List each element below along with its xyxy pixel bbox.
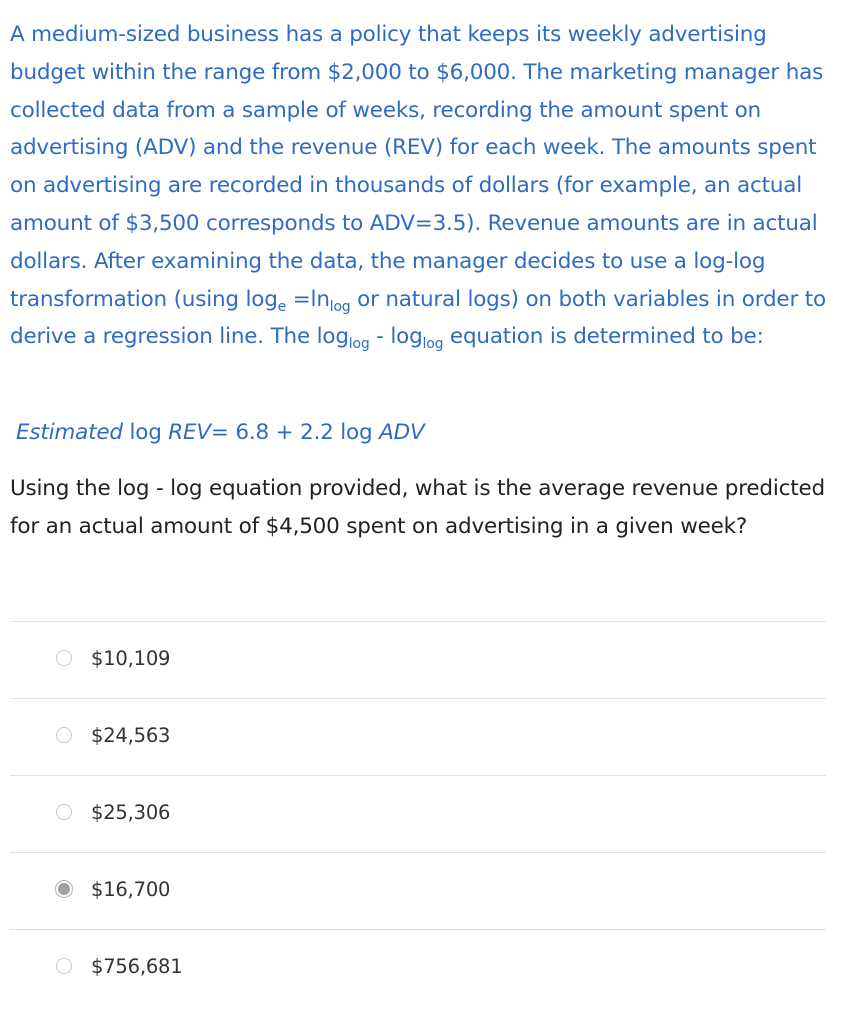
answer-option[interactable] [10, 929, 826, 1006]
answer-option-label: $756,681 [91, 955, 183, 978]
context-text-4: - log [369, 324, 423, 350]
answer-option[interactable] [10, 775, 826, 852]
context-text-5: equation is determined to be: [443, 324, 764, 350]
radio-button[interactable] [56, 727, 72, 743]
question-context [10, 16, 830, 356]
answer-option-label: $24,563 [91, 724, 171, 747]
subscript-log-2: log [348, 336, 370, 353]
context-text-2: =ln [286, 286, 330, 312]
context-text-3: or natural logs) on both variables in order to derive a regression line. The log [10, 286, 826, 350]
regression-equation [16, 414, 424, 451]
subscript-log-3: log [422, 336, 444, 353]
answer-option[interactable] [10, 621, 826, 698]
equation-estimated: Estimated [16, 420, 123, 445]
answer-option-label: $25,306 [91, 801, 171, 824]
equation-rev: REV [168, 420, 211, 445]
radio-button[interactable] [56, 804, 72, 820]
answer-options [10, 621, 826, 1006]
equation-middle: = 6.8 + 2.2 log [210, 420, 380, 445]
subscript-e: e [277, 298, 287, 315]
answer-option[interactable] [10, 852, 826, 929]
radio-button[interactable] [55, 880, 73, 898]
question-prompt: Using the log - log equation provided, what is the average revenue predicted for an actual amount of $4,500 spent on advertising in a given week? [10, 476, 825, 539]
context-text-1: A medium-sized business has a policy that keeps its weekly advertising budget within the range from $2,000 to $6,000. The marketing manager has collected data from a sample of weeks, recording the amount spent on advertising (ADV) and the revenue (REV) for each week. The amounts spent on advertising are recorded in thousands of dollars (for example, an actual amount of $3,500 corresponds to ADV=3.5). Revenue amounts are in actual dollars. After examining the data, the manager decides to use a log-log transformation (using log [10, 22, 824, 312]
subscript-log-1: log [329, 298, 351, 315]
answer-option-label: $10,109 [91, 647, 171, 670]
answer-option-label: $16,700 [91, 878, 171, 901]
answer-option[interactable] [10, 698, 826, 775]
radio-button[interactable] [56, 958, 72, 974]
equation-adv: ADV [379, 420, 425, 445]
radio-button[interactable] [56, 650, 72, 666]
equation-log-1: log [122, 420, 169, 445]
